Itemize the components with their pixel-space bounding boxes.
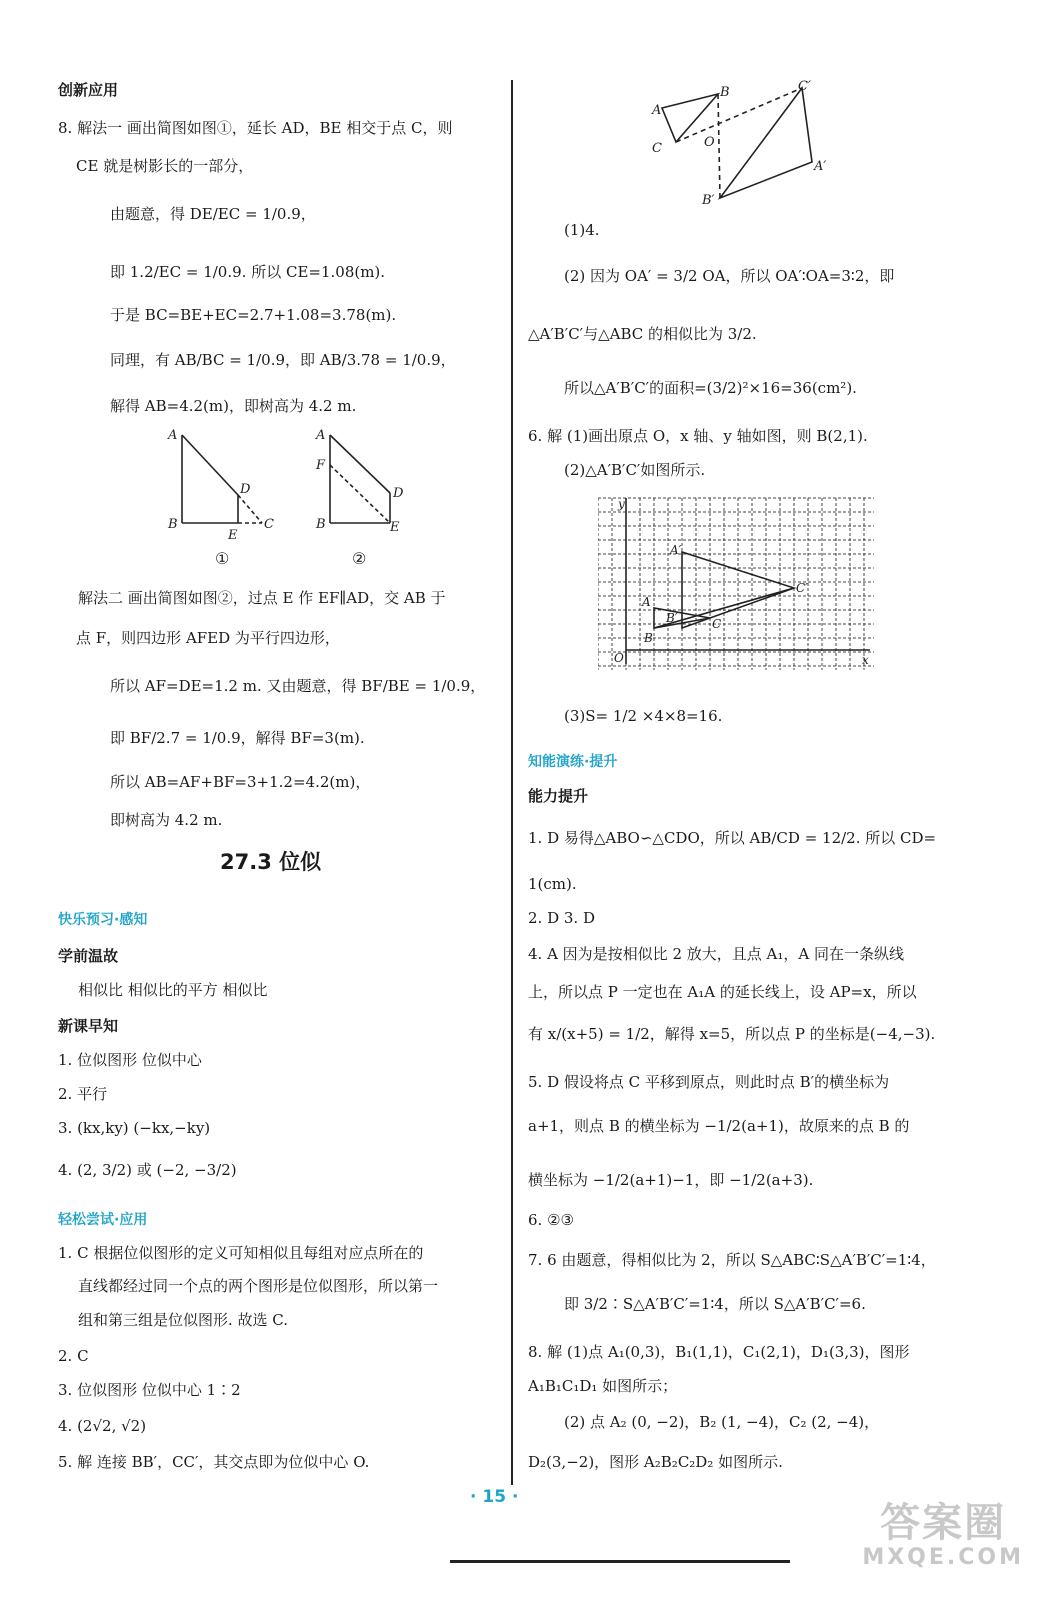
left-line: 2. C [58, 1347, 89, 1365]
left-line: 所以 AF=DE=1.2 m. 又由题意，得 BF/BE = 1/0.9， [110, 677, 486, 695]
right-line: 即 3/2∶S△A′B′C′=1∶4，所以 S△A′B′C′=6. [564, 1295, 866, 1313]
svg-text:B′: B′ [666, 611, 678, 625]
column-divider [511, 80, 513, 1485]
svg-text:B: B [644, 631, 653, 645]
grid-figure [598, 494, 880, 674]
right-line: a+1，则点 B 的横坐标为 −1/2(a+1)，故原来的点 B 的 [528, 1117, 910, 1135]
left-line: 学前温故 [58, 947, 119, 965]
right-line: 8. 解 (1)点 A₁(0,3)，B₁(1,1)，C₁(2,1)，D₁(3,3)，图形 [528, 1343, 910, 1361]
left-line: 点 F，则四边形 AFED 为平行四边形， [76, 629, 340, 647]
fig2-label: ② [352, 549, 367, 568]
right-line: 1. D 易得△ABO∽△CDO，所以 AB/CD = 12/2. 所以 CD= [528, 829, 937, 847]
svg-text:A: A [642, 595, 651, 609]
left-line: 即树高为 4.2 m. [110, 811, 223, 829]
left-line: 即 BF/2.7 = 1/0.9，解得 BF=3(m). [110, 729, 365, 747]
svg-text:C: C [712, 617, 722, 631]
left-line: 1. C 根据位似图形的定义可知相似且每组对应点所在的 [58, 1244, 424, 1262]
right-line: (2) 因为 OA′ = 3/2 OA，所以 OA′∶OA=3∶2，即 [564, 267, 895, 285]
left-line: 8. 解法一 画出简图如图①，延长 AD，BE 相交于点 C，则 [58, 119, 453, 137]
left-line: 新课早知 [58, 1017, 119, 1035]
right-line: 知能演练·提升 [528, 754, 618, 770]
svg-text:O: O [704, 135, 715, 150]
svg-text:A: A [652, 103, 662, 118]
svg-text:B: B [316, 517, 326, 532]
svg-text:D: D [240, 482, 251, 497]
left-line: 所以 AB=AF+BF=3+1.2=4.2(m)， [110, 773, 371, 791]
left-line: CE 就是树影长的一部分， [76, 157, 254, 175]
right-line: 1(cm). [528, 875, 577, 893]
left-line: 解法二 画出简图如图②，过点 E 作 EF∥AD，交 AB 于 [78, 589, 446, 607]
right-line: (2) 点 A₂ (0, −2)，B₂ (1, −4)，C₂ (2, −4)， [564, 1413, 880, 1431]
left-line: 3. (kx,ky) (−kx,−ky) [58, 1119, 211, 1137]
left-line: 直线都经过同一个点的两个图形是位似图形，所以第一 [78, 1277, 439, 1295]
fig1-line-dc [238, 495, 262, 523]
left-line: 快乐预习·感知 [58, 912, 148, 928]
left-line: 4. (2, 3/2) 或 (−2, −3/2) [58, 1161, 237, 1179]
left-line: 创新应用 [58, 81, 119, 99]
right-line: (1)4. [564, 221, 600, 239]
left-line: 解得 AB=4.2(m)，即树高为 4.2 m. [110, 397, 357, 415]
left-line: 相似比 相似比的平方 相似比 [78, 981, 268, 999]
svg-text:A′: A′ [814, 159, 827, 174]
svg-text:F: F [316, 458, 326, 473]
right-line: 所以△A′B′C′的面积=(3/2)²×16=36(cm²). [564, 379, 857, 397]
svg-text:A′: A′ [670, 543, 682, 557]
svg-text:E: E [228, 528, 238, 543]
svg-text:C: C [264, 517, 274, 532]
right-line: A₁B₁C₁D₁ 如图所示； [528, 1377, 678, 1395]
fig2-line-fe [330, 465, 390, 523]
left-line: 同理，有 AB/BC = 1/0.9，即 AB/3.78 = 1/0.9， [110, 351, 456, 369]
left-line: 5. 解 连接 BB′，CC′，其交点即为位似中心 O. [58, 1453, 370, 1471]
right-line: 6. ②③ [528, 1211, 574, 1229]
fig1-line-ad [182, 435, 238, 495]
triangle-a1b1c1 [720, 88, 812, 198]
bottom-rule [450, 1560, 790, 1563]
homothety-figure [640, 78, 840, 213]
right-line: 7. 6 由题意，得相似比为 2，所以 S△ABC∶S△A′B′C′=1∶4， [528, 1251, 936, 1269]
svg-text:y: y [618, 497, 625, 511]
left-line: 1. 位似图形 位似中心 [58, 1051, 202, 1069]
right-line: 6. 解 (1)画出原点 O，x 轴、y 轴如图，则 B(2,1). [528, 427, 868, 445]
svg-text:E: E [390, 520, 400, 535]
fig1-label: ① [215, 549, 230, 568]
right-line: (3)S= 1/2 ×4×8=16. [564, 707, 723, 725]
line-cc1 [676, 88, 802, 142]
right-line: 上，所以点 P 一定也在 A₁A 的延长线上，设 AP=x，所以 [528, 983, 917, 1001]
right-line: (2)△A′B′C′如图所示. [564, 461, 706, 479]
svg-text:B: B [720, 85, 730, 100]
svg-text:x: x [862, 653, 869, 667]
svg-text:B′: B′ [702, 193, 715, 208]
svg-text:A: A [316, 428, 326, 443]
left-line: 于是 BC=BE+EC=2.7+1.08=3.78(m). [110, 306, 397, 324]
svg-text:O: O [614, 651, 624, 665]
section-title: 27.3 位似 [220, 850, 322, 874]
tree-shadow-figures [160, 425, 460, 570]
svg-text:C′: C′ [796, 581, 808, 595]
right-line: 有 x/(x+5) = 1/2，解得 x=5，所以点 P 的坐标是(−4,−3). [528, 1025, 936, 1043]
line-bb1 [718, 94, 720, 198]
left-line: 4. (2√2, √2) [58, 1417, 147, 1435]
svg-text:B: B [168, 517, 178, 532]
right-line: 5. D 假设将点 C 平移到原点，则此时点 B′的横坐标为 [528, 1073, 890, 1091]
left-line: 组和第三组是位似图形. 故选 C. [78, 1311, 289, 1329]
watermark-text: 答案圈 [880, 1500, 1007, 1546]
fig2-line-ad [330, 435, 390, 493]
svg-text:A: A [168, 428, 178, 443]
right-line: 能力提升 [528, 787, 589, 805]
right-line: D₂(3,−2)，图形 A₂B₂C₂D₂ 如图所示. [528, 1453, 783, 1471]
svg-text:D: D [393, 486, 404, 501]
left-line: 由题意，得 DE/EC = 1/0.9， [110, 205, 316, 223]
right-line: 4. A 因为是按相似比 2 放大，且点 A₁，A 同在一条纵线 [528, 945, 904, 963]
watermark [862, 1501, 1024, 1570]
left-line: 轻松尝试·应用 [58, 1212, 148, 1228]
right-line: 2. D 3. D [528, 909, 595, 927]
svg-text:C: C [652, 141, 662, 156]
right-line: 横坐标为 −1/2(a+1)−1，即 −1/2(a+3). [528, 1171, 814, 1189]
left-line: 3. 位似图形 位似中心 1∶2 [58, 1381, 241, 1399]
svg-text:C′: C′ [798, 79, 811, 94]
watermark-url: MXQE.COM [862, 1545, 1024, 1570]
left-line: 即 1.2/EC = 1/0.9. 所以 CE=1.08(m). [110, 263, 386, 281]
right-line: △A′B′C′与△ABC 的相似比为 3/2. [528, 325, 757, 343]
page-number: · 15 · [470, 1487, 519, 1507]
left-line: 2. 平行 [58, 1085, 108, 1103]
